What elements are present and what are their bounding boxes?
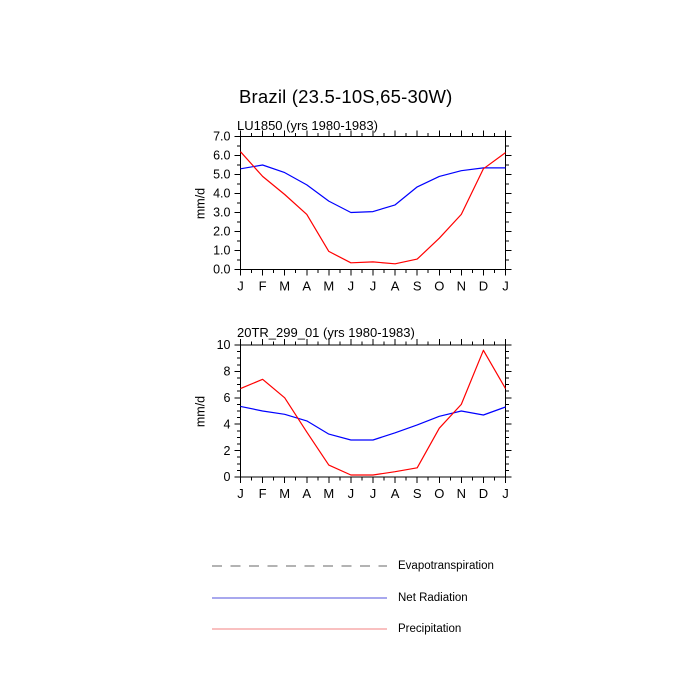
legend-item-evapotranspiration [212,558,494,574]
y-tick-label: 0.0 [213,262,231,277]
x-tick-label: A [302,278,312,294]
y-tick-label: 8 [223,364,231,379]
panel-1-plot [170,100,540,310]
plot-frame [241,137,506,270]
x-tick-label: N [456,486,467,501]
x-tick-label: N [456,278,467,294]
panel-2-y-axis-label: mm/d [193,395,208,428]
legend-item-net-radiation [212,590,468,606]
y-tick-label: 7.0 [213,129,231,144]
x-tick-label: F [258,486,267,501]
x-tick-label: A [390,486,400,501]
x-tick-label: F [258,278,267,294]
x-tick-label: J [502,278,509,294]
x-tick-label: J [369,278,377,294]
legend-item-precipitation [212,621,461,637]
legend-label-net-radiation: Net Radiation [398,592,468,604]
x-tick-label: J [347,278,355,294]
legend-line-net-radiation [212,595,388,601]
series-line-precipitation [241,152,506,264]
x-tick-label: O [434,278,445,294]
y-tick-label: 5.0 [213,167,231,182]
chart-main-title: Brazil (23.5-10S,65-30W) [239,86,453,107]
plot-frame [241,345,506,477]
series-line-net-radiation [241,406,506,440]
x-tick-label: M [279,486,291,501]
y-tick-label: 10 [216,338,231,353]
y-tick-label: 1.0 [213,243,231,258]
y-tick-label: 6 [223,391,231,405]
x-tick-label: O [434,486,445,501]
x-tick-label: D [478,486,489,501]
y-tick-label: 4 [223,417,231,432]
legend-label-evapotranspiration: Evapotranspiration [398,560,494,572]
x-tick-label: M [323,486,335,501]
x-tick-label: S [412,486,422,501]
y-tick-label: 6.0 [213,148,231,163]
x-tick-label: M [323,278,335,294]
x-tick-label: S [412,278,422,294]
panel-2-plot [170,310,540,520]
legend-label-precipitation: Precipitation [398,623,462,635]
x-tick-label: A [302,486,312,501]
panel-1-y-axis-label: mm/d [193,187,208,220]
x-tick-label: D [478,278,489,294]
panel-1-title: LU1850 (yrs 1980-1983) [237,118,378,133]
panel-2-title: 20TR_299_01 (yrs 1980-1983) [237,325,415,340]
x-tick-label: M [279,278,291,294]
x-tick-label: J [369,486,377,501]
legend-line-precipitation [212,626,388,632]
y-tick-label: 2.0 [213,224,231,239]
x-tick-label: A [390,278,400,294]
y-tick-label: 4.0 [213,186,231,201]
y-tick-label: 0 [223,470,231,485]
x-tick-label: J [237,278,244,294]
series-line-precipitation [241,350,506,475]
legend-line-evapotranspiration [212,563,388,569]
y-tick-label: 3.0 [213,205,231,220]
y-tick-label: 2 [223,443,231,458]
x-tick-label: J [237,486,244,501]
x-tick-label: J [502,486,509,501]
x-tick-label: J [347,486,355,501]
